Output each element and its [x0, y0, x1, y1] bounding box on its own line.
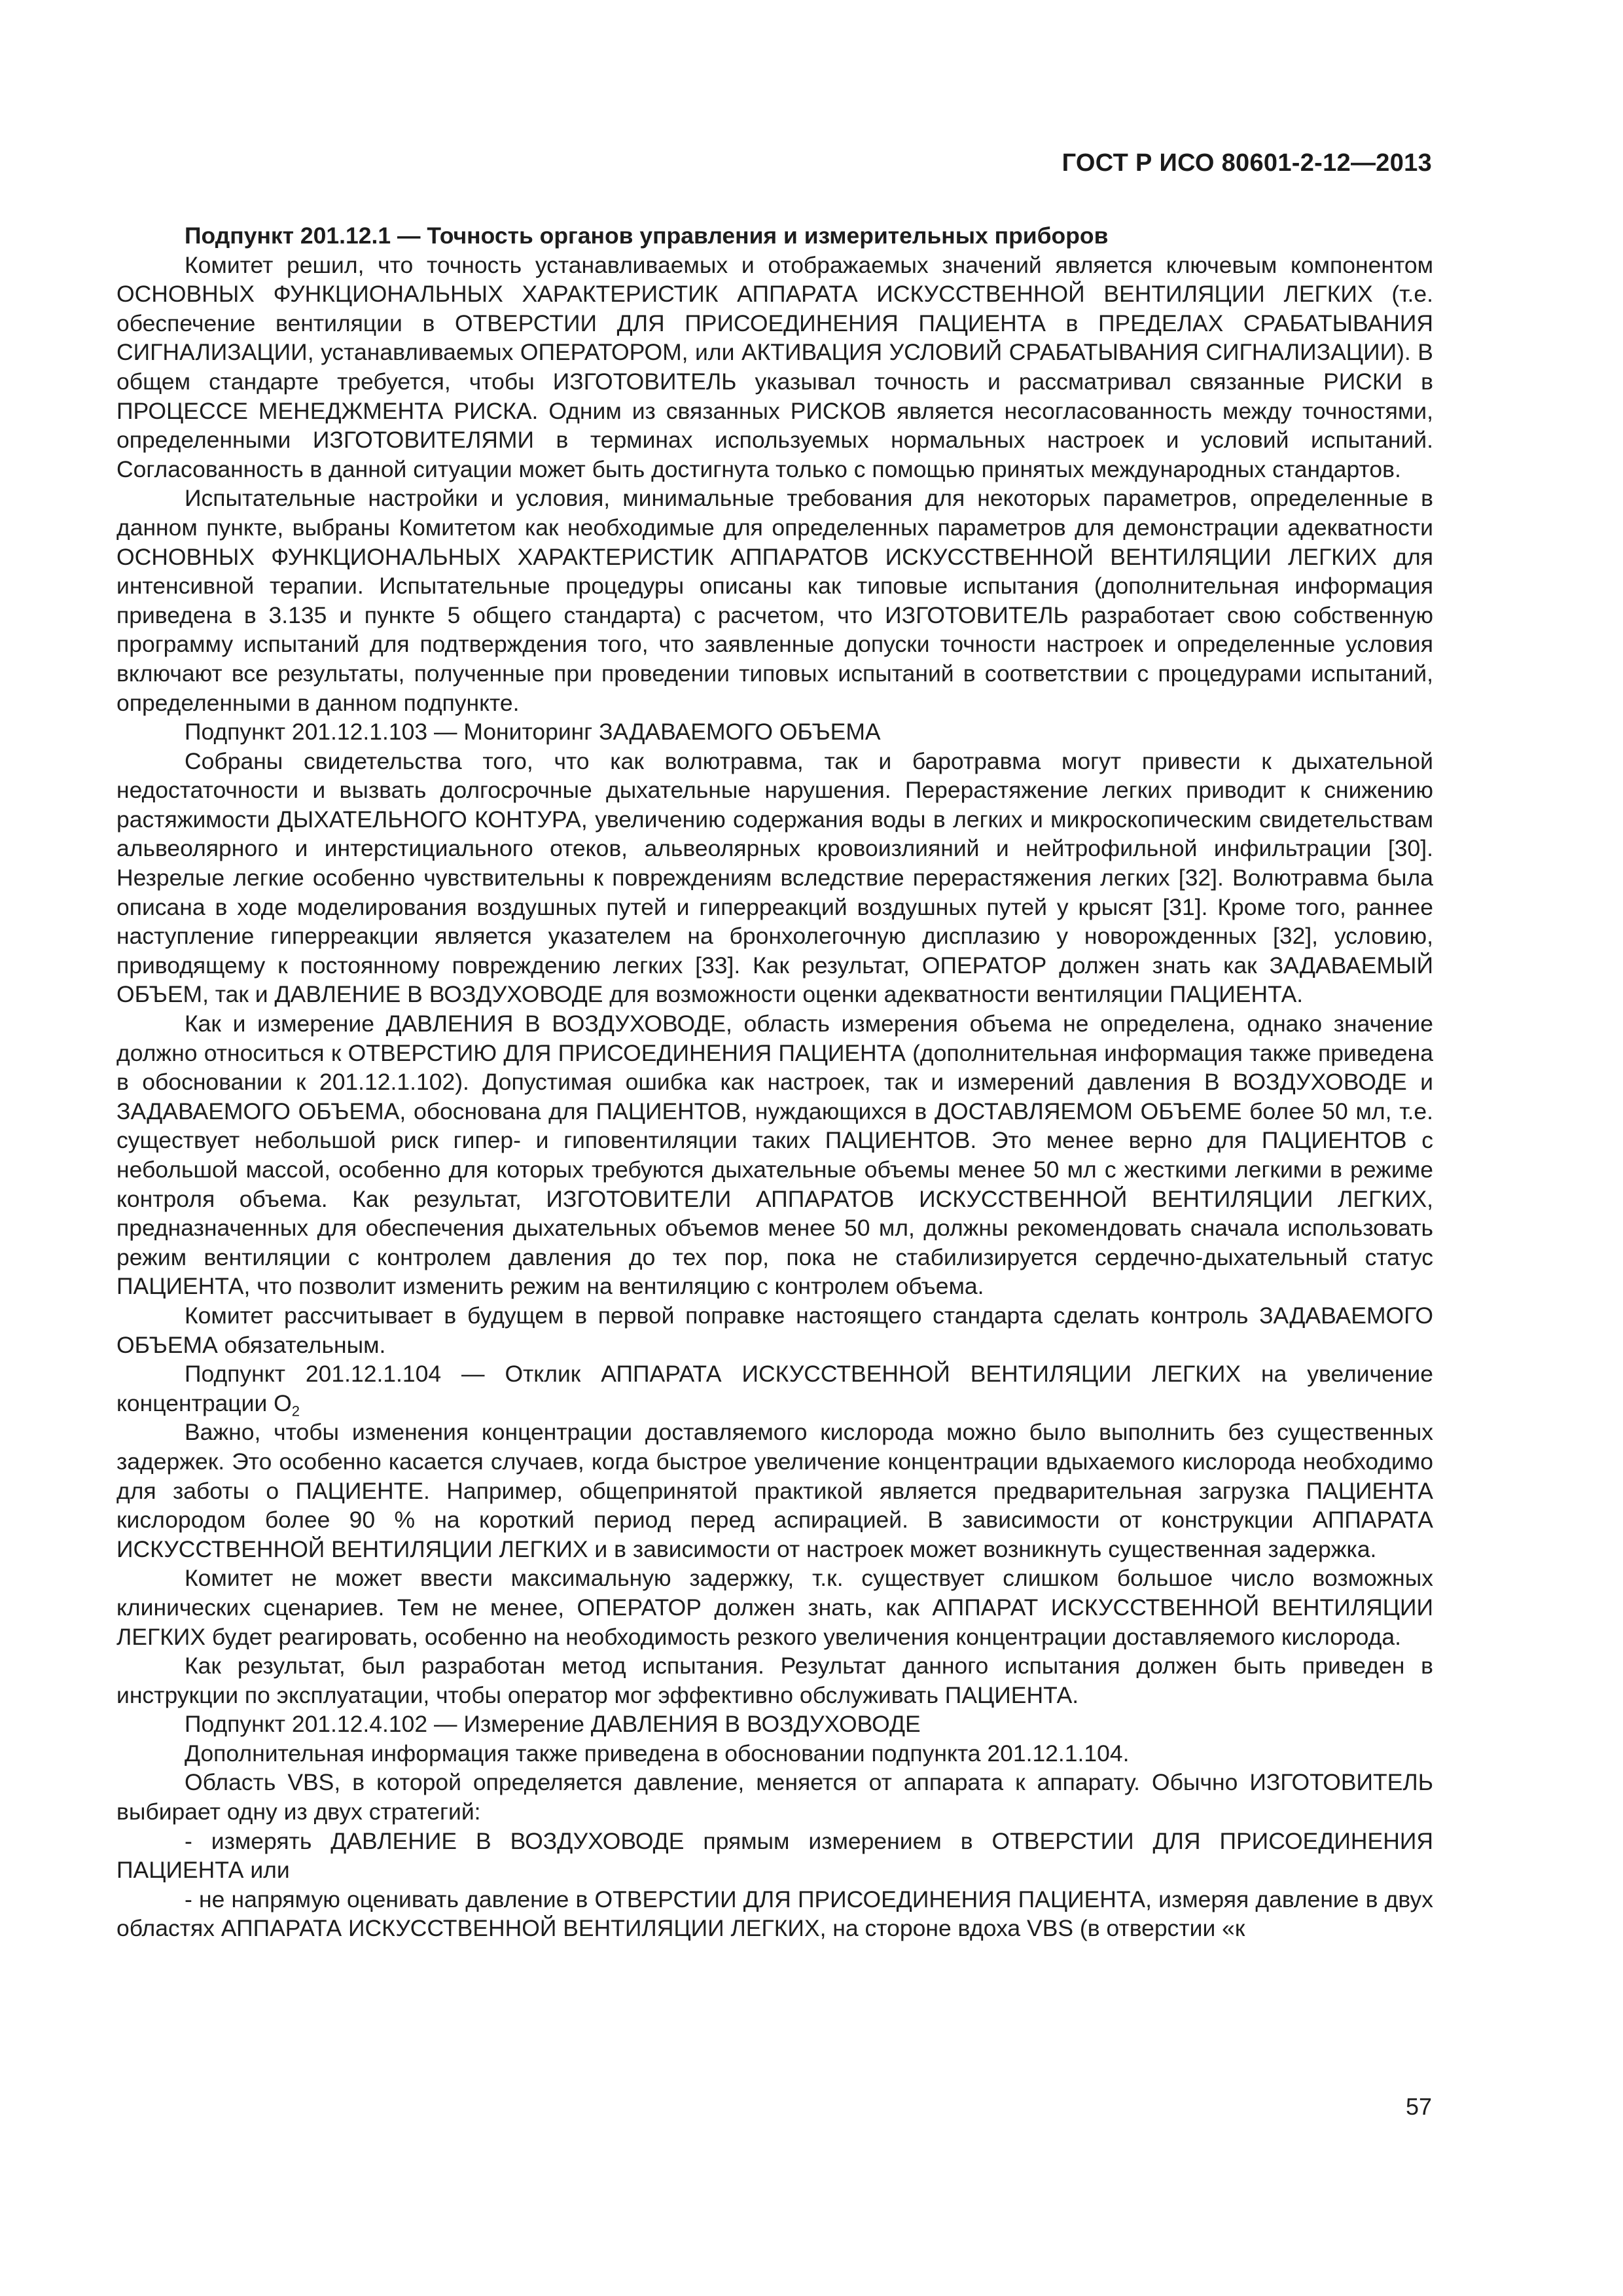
o2-subscript: 2 — [291, 1403, 300, 1420]
paragraph: Комитет не может ввести максимальную задержку, т.к. существует слишком большое число возможных клинических сценариев. Тем не менее, ОПЕРАТОР должен знать, как АППАРАТ ИСКУССТВЕННОЙ ВЕНТИЛЯЦИИ ЛЕГКИХ будет реагировать, особенно на необходимость резкого увеличения концентрации доставляемого кислорода. — [116, 1565, 1433, 1650]
paragraph: Комитет рассчитывает в будущем в первой поправке настоящего стандарта сделать контроль ЗАДАВАЕМОГО ОБЪЕМА обязательным. — [116, 1302, 1433, 1358]
paragraph: Дополнительная информация также приведена в обосновании подпункта 201.12.1.104. — [185, 1740, 1130, 1767]
paragraph: Комитет решил, что точность устанавливаемых и отображаемых значений является ключевым компонентом ОСНОВНЫХ ФУНКЦИОНАЛЬНЫХ ХАРАКТЕРИСТИК АППАРАТА ИСКУССТВЕННОЙ ВЕНТИЛЯЦИИ ЛЕГКИХ (т.е. обеспечение вентиляции в ОТВЕРСТИИ ДЛЯ ПРИСОЕДИНЕНИЯ ПАЦИЕНТА в ПРЕДЕЛАХ СРАБАТЫВАНИЯ СИГНАЛИЗАЦИИ, устанавливаемых ОПЕРАТОРОМ, или АКТИВАЦИЯ УСЛОВИЙ СРАБАТЫВАНИЯ СИГНАЛИЗАЦИИ). В общем стандарте требуется, чтобы ИЗГОТОВИТЕЛЬ указывал точность и рассматривал связанные РИСКИ в ПРОЦЕССЕ МЕНЕДЖМЕНТА РИСКА. Одним из связанных РИСКОВ является несогласованность между точностями, определенными ИЗГОТОВИТЕЛЯМИ в терминах используемых нормальных настроек и условий испытаний. Согласованность в данной ситуации может быть достигнута только с помощью принятых международных стандартов. — [116, 251, 1433, 482]
heading-text: Подпункт 201.12.1.104 — Отклик АППАРАТА ИСКУССТВЕННОЙ ВЕНТИЛЯЦИИ ЛЕГКИХ на увеличение концентрации O — [116, 1361, 1433, 1416]
paragraph: Собраны свидетельства того, что как волютравма, так и баротравма могут привести к дыхательной недостаточности и вызвать долгосрочные дыхательные нарушения. Перерастяжение легких приводит к снижению растяжимости ДЫХАТЕЛЬНОГО КОНТУРА, увеличению содержания воды в легких и микроскопическим свидетельствам альвеолярного и интерстициального отеков, альвеолярных кровоизлияний и нейтрофильной инфильтрации [30]. Незрелые легкие особенно чувствительны к повреждениям вследствие перерастяжения легких [32]. Волютравма была описана в ходе моделирования воздушных путей и гиперреакций воздушных путей у крысят [31]. Кроме того, раннее наступление гиперреакции является указателем на бронхолегочную дисплазию у новорожденных [32], условию, приводящему к постоянному повреждению легких [33]. Как результат, ОПЕРАТОР должен знать как ЗАДАВАЕМЫЙ ОБЪЕМ, так и ДАВЛЕНИЕ В ВОЗДУХОВОДЕ для возможности оценки адекватности вентиляции ПАЦИЕНТА. — [116, 747, 1433, 1008]
page-number: 57 — [1405, 2093, 1432, 2120]
paragraph: Важно, чтобы изменения концентрации доставляемого кислорода можно было выполнить без существенных задержек. Это особенно касается случаев, когда быстрое увеличение концентрации вдыхаемого кислорода необходимо для заботы о ПАЦИЕНТЕ. Например, общепринятой практикой является предварительная загрузка ПАЦИЕНТА кислородом более 90 % на короткий период перед аспирацией. В зависимости от конструкции АППАРАТА ИСКУССТВЕННОЙ ВЕНТИЛЯЦИИ ЛЕГКИХ и в зависимости от настроек может возникнуть существенная задержка. — [116, 1419, 1433, 1562]
paragraph: Область VBS, в которой определяется давление, меняется от аппарата к аппарату. Обычно ИЗГОТОВИТЕЛЬ выбирает одну из двух стратегий: — [116, 1769, 1433, 1825]
paragraph: Как и измерение ДАВЛЕНИЯ В ВОЗДУХОВОДЕ, область измерения объема не определена, однако значение должно относиться к ОТВЕРСТИЮ ДЛЯ ПРИСОЕДИНЕНИЯ ПАЦИЕНТА (дополнительная информация также приведена в обосновании к 201.12.1.102). Допустимая ошибка как настроек, так и измерений давления В ВОЗДУХОВОДЕ и ЗАДАВАЕМОГО ОБЪЕМА, обоснована для ПАЦИЕНТОВ, нуждающихся в ДОСТАВЛЯЕМОМ ОБЪЕМЕ более 50 мл, т.е. существует небольшой риск гипер- и гиповентиляции таких ПАЦИЕНТОВ. Это менее верно для ПАЦИЕНТОВ с небольшой массой, особенно для которых требуются дыхательные объемы менее 50 мл с жесткими легкими в режиме контроля объема. Как результат, ИЗГОТОВИТЕЛИ АППАРАТОВ ИСКУССТВЕННОЙ ВЕНТИЛЯЦИИ ЛЕГКИХ, предназначенных для обеспечения дыхательных объемов менее 50 мл, должны рекомендовать сначала использовать режим вентиляции с контролем давления до тех пор, пока не стабилизируется сердечно-дыхательный статус ПАЦИЕНТА, что позволит изменить режим на вентиляцию с контролем объема. — [116, 1011, 1433, 1300]
list-item: - не напрямую оценивать давление в ОТВЕРСТИИ ДЛЯ ПРИСОЕДИНЕНИЯ ПАЦИЕНТА, измеряя давление в двух областях АППАРАТА ИСКУССТВЕННОЙ ВЕНТИЛЯЦИИ ЛЕГКИХ, на стороне вдоха VBS (в отверстии «к — [116, 1886, 1433, 1942]
list-item: - измерять ДАВЛЕНИЕ В ВОЗДУХОВОДЕ прямым измерением в ОТВЕРСТИИ ДЛЯ ПРИСОЕДИНЕНИЯ ПАЦИЕНТА или — [116, 1827, 1433, 1884]
subsection-heading-201-12-1: Подпункт 201.12.1 — Точность органов управления и измерительных приборов — [185, 223, 1109, 249]
subsection-heading-201-12-4-102: Подпункт 201.12.4.102 — Измерение ДАВЛЕНИЯ В ВОЗДУХОВОДЕ — [185, 1711, 921, 1738]
subsection-heading-201-12-1-104 — [116, 1359, 1433, 1418]
subsection-heading-201-12-1-103: Подпункт 201.12.1.103 — Мониторинг ЗАДАВАЕМОГО ОБЪЕМА — [185, 719, 881, 745]
standard-header: ГОСТ Р ИСО 80601-2-12—2013 — [1061, 149, 1432, 177]
paragraph: Как результат, был разработан метод испытания. Результат данного испытания должен быть приведен в инструкции по эксплуатации, чтобы оператор мог эффективно обслуживать ПАЦИЕНТА. — [116, 1653, 1433, 1708]
paragraph: Испытательные настройки и условия, минимальные требования для некоторых параметров, определенные в данном пункте, выбраны Комитетом как необходимые для определенных параметров для демонстрации адекватности ОСНОВНЫХ ФУНКЦИОНАЛЬНЫХ ХАРАКТЕРИСТИК АППАРАТОВ ИСКУССТВЕННОЙ ВЕНТИЛЯЦИИ ЛЕГКИХ для интенсивной терапии. Испытательные процедуры описаны как типовые испытания (дополнительная информация приведена в 3.135 и пункте 5 общего стандарта) с расчетом, что ИЗГОТОВИТЕЛЬ разработает свою собственную программу испытаний для подтверждения того, что заявленные допуски точности настроек и определенные условия включают все результаты, полученные при проведении типовых испытаний в соответствии с процедурами испытаний, определенными в данном подпункте. — [116, 485, 1433, 716]
document-body — [116, 221, 1433, 1943]
